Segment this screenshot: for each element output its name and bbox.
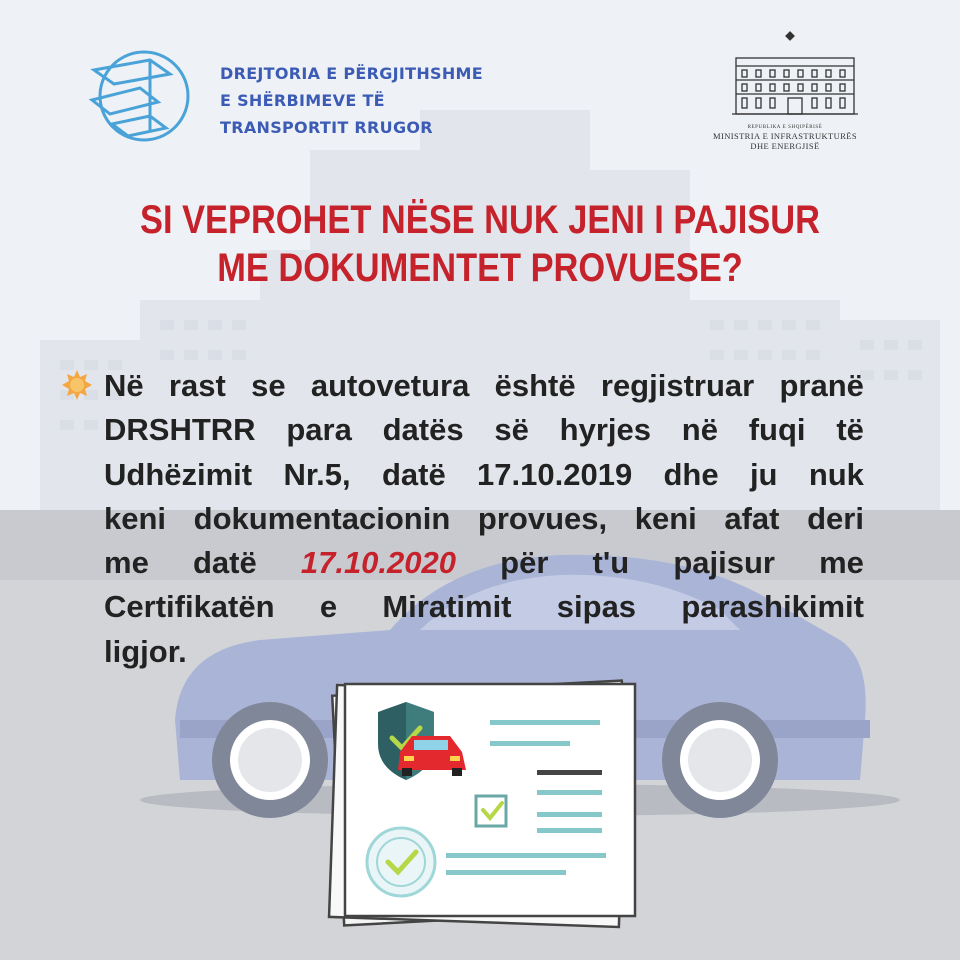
word: fuqi [748, 412, 806, 448]
body-line [104, 497, 864, 541]
word: autovetura [310, 368, 470, 403]
word: ju [749, 456, 778, 492]
word: se [251, 368, 286, 403]
word: Nr.5, [283, 456, 351, 492]
certificate-document-icon [329, 681, 635, 927]
word: hyrjes [559, 412, 651, 448]
org-name-line: TRANSPORTIT RRUGOR [220, 118, 433, 137]
word: Certifikatën [104, 589, 275, 625]
org-name-line: DREJTORIA E PËRGJITHSHME [220, 64, 484, 83]
word: afat [724, 500, 780, 536]
body-line [104, 453, 864, 497]
headline-line: ME DOKUMENTET PROVUESE? [217, 246, 743, 290]
word: 17.10.2019 [477, 456, 633, 492]
ministry-name-line: DHE ENERGJISË [750, 141, 820, 151]
word: parashikimit [681, 589, 864, 625]
body-paragraph [104, 364, 864, 674]
word: me [819, 545, 864, 581]
orange-star-bullet-icon [60, 368, 94, 402]
word: Miratimit [382, 589, 512, 625]
word: rast [168, 368, 226, 403]
checkbox-checked-icon [476, 796, 506, 826]
org-name-line: E SHËRBIMEVE TË [220, 91, 385, 110]
word: nuk [808, 456, 864, 492]
word: keni [634, 500, 697, 536]
ministry-country: REPUBLIKA E SHQIPËRISË [747, 125, 823, 130]
check-badge-icon [367, 828, 435, 896]
body-line [104, 408, 864, 452]
word: Në [104, 368, 144, 403]
word: datë [192, 545, 257, 581]
word: datë [381, 456, 446, 492]
deadline-date: 17.10.2020 [300, 545, 456, 581]
word: të [836, 412, 864, 448]
word: me [104, 545, 149, 581]
headline [119, 196, 841, 292]
org-name [220, 60, 483, 141]
word: pajisur [673, 545, 775, 581]
ministry-name-line: MINISTRIA E INFRASTRUKTURËS [713, 131, 857, 141]
word: keni [104, 500, 167, 536]
body-line [104, 364, 864, 408]
word: ligjor. [104, 633, 187, 669]
body-line [104, 585, 864, 629]
word: sipas [556, 589, 637, 625]
word: Udhëzimit [104, 456, 253, 492]
word: në [681, 412, 718, 448]
body-line [104, 630, 864, 674]
word: deri [807, 500, 864, 536]
word: regjistruar [600, 368, 755, 403]
word: para [286, 412, 352, 448]
word: së [494, 412, 529, 448]
word: provues, [477, 500, 608, 536]
word: datës [382, 412, 464, 448]
word: është [494, 368, 576, 403]
word: DRSHTRR [104, 412, 256, 448]
body-line [104, 541, 864, 585]
word: dhe [663, 456, 719, 492]
headline-line: SI VEPROHET NËSE NUK JENI I PAJISUR [140, 198, 820, 242]
word: dokumentacionin [193, 500, 451, 536]
word: pranë [779, 368, 864, 403]
word: t'u [592, 545, 630, 581]
word: e [319, 589, 338, 625]
word: për [500, 545, 549, 581]
ministry-name [712, 124, 858, 151]
